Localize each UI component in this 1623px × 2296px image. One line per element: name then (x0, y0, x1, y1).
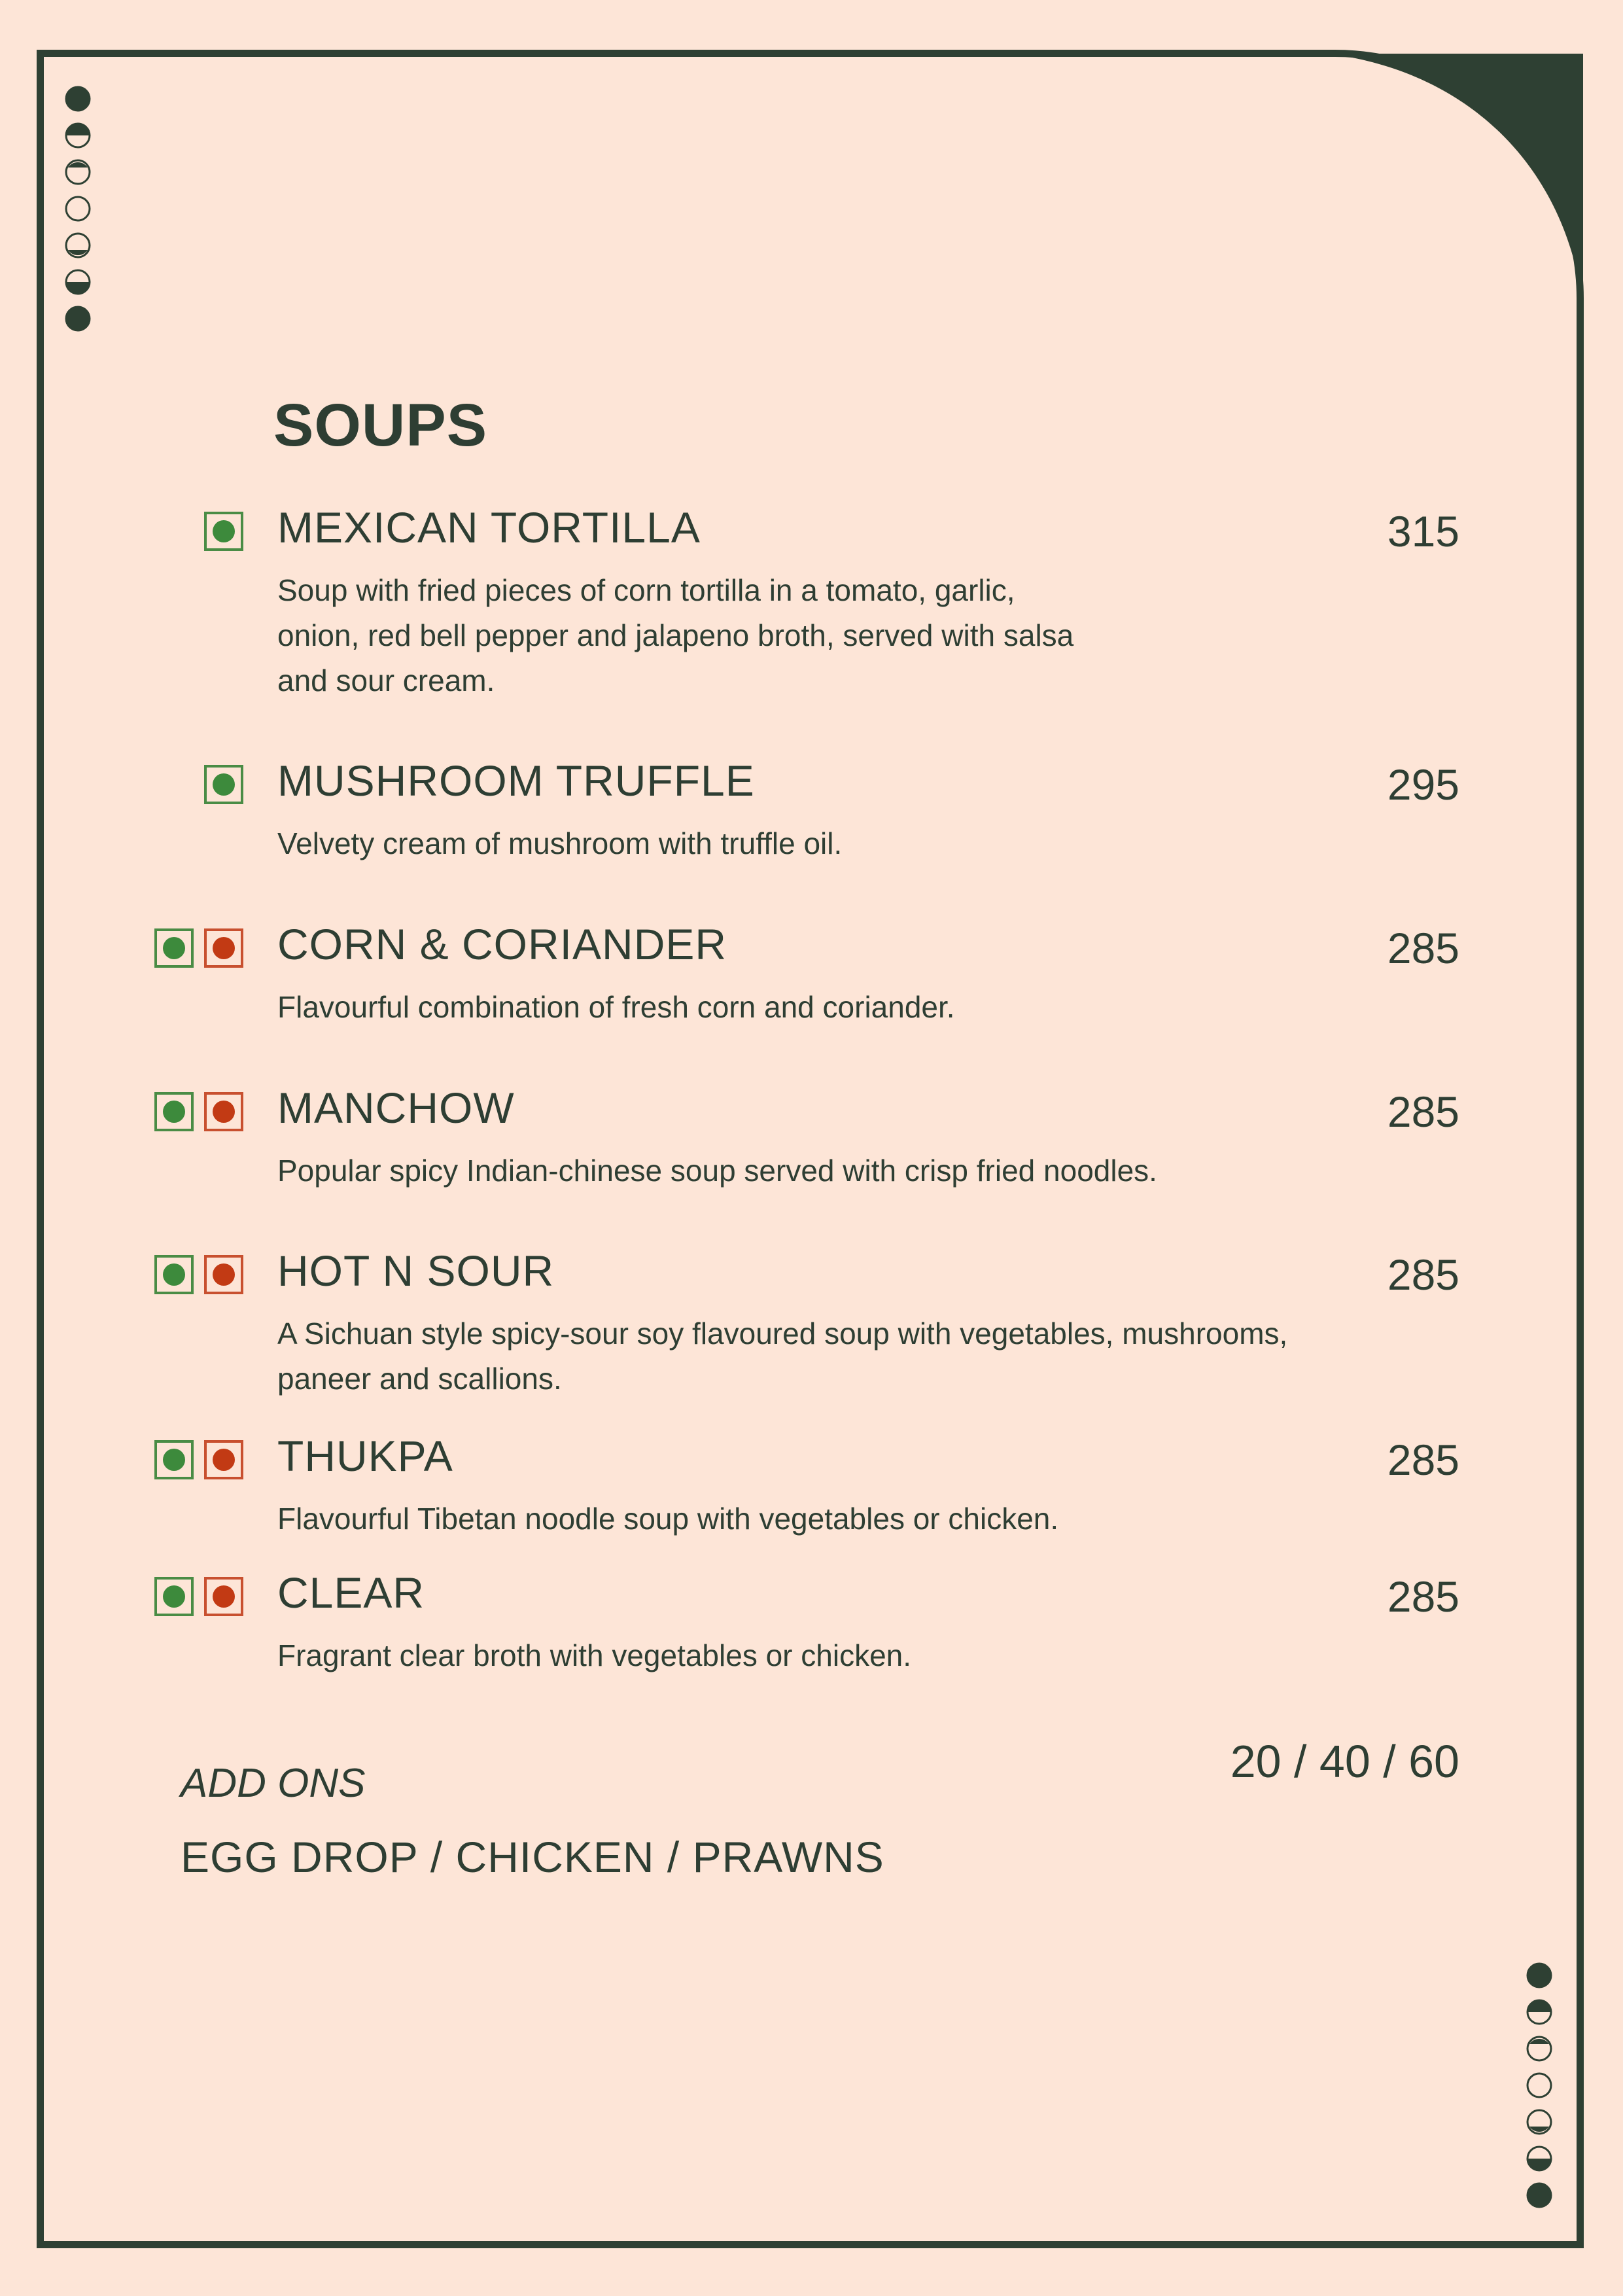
nonveg-icon (204, 928, 243, 968)
item-name: MUSHROOM TRUFFLE (277, 756, 755, 805)
corner-decoration (0, 0, 1623, 393)
moon-icon (1526, 2181, 1553, 2209)
moon-icon (64, 232, 92, 259)
moon-icon (64, 85, 92, 113)
item-description-line: onion, red bell pepper and jalapeno broth, served with salsa (277, 618, 1074, 652)
moon-icon (64, 122, 92, 149)
moon-phases-bottom-right (1526, 1962, 1554, 2218)
moon-icon (64, 158, 92, 186)
moon-icon (1526, 2035, 1553, 2062)
moon-icon (64, 195, 92, 222)
veg-icon (204, 765, 243, 804)
moon-phases-top-left (64, 85, 93, 342)
item-price: 295 (1387, 760, 1459, 809)
nonveg-icon (204, 1440, 243, 1479)
nonveg-icon (204, 1577, 243, 1616)
item-price: 285 (1387, 1572, 1459, 1621)
moon-icon (1526, 2145, 1553, 2172)
item-description (277, 985, 955, 1030)
item-price: 315 (1387, 507, 1459, 556)
item-description-line: Soup with fried pieces of corn tortilla in a tomato, garlic, (277, 573, 1015, 607)
item-description-line: Flavourful Tibetan noodle soup with vegetables or chicken. (277, 1502, 1059, 1536)
item-price: 285 (1387, 924, 1459, 972)
veg-icon (154, 928, 194, 968)
item-name: MEXICAN TORTILLA (277, 503, 701, 552)
item-description-line: Fragrant clear broth with vegetables or chicken. (277, 1638, 912, 1672)
veg-icon (154, 1092, 194, 1131)
moon-icon (1526, 1962, 1553, 1989)
veg-icon (204, 512, 243, 551)
item-description (277, 1633, 911, 1678)
addons-prices: 20 / 40 / 60 (1230, 1736, 1459, 1787)
moon-icon (1526, 2072, 1553, 2099)
item-description-line: Flavourful combination of fresh corn and coriander. (277, 990, 955, 1024)
item-price: 285 (1387, 1436, 1459, 1484)
moon-icon (1526, 1998, 1553, 2026)
item-description (277, 1496, 1058, 1542)
moon-icon (1526, 2108, 1553, 2136)
item-name: MANCHOW (277, 1084, 515, 1132)
item-name: CORN & CORIANDER (277, 920, 727, 968)
item-name: CLEAR (277, 1568, 425, 1617)
veg-icon (154, 1255, 194, 1294)
veg-icon (154, 1440, 194, 1479)
item-name: THUKPA (277, 1432, 453, 1480)
item-description (277, 1148, 1157, 1193)
section-title: SOUPS (273, 392, 488, 459)
item-description (277, 821, 842, 866)
item-name: HOT N SOUR (277, 1246, 555, 1295)
nonveg-icon (204, 1092, 243, 1131)
item-description-line: Popular spicy Indian-chinese soup served with crisp fried noodles. (277, 1154, 1157, 1188)
item-description (277, 568, 1073, 703)
item-description-line: and sour cream. (277, 663, 495, 698)
moon-icon (64, 268, 92, 296)
veg-icon (154, 1577, 194, 1616)
addons-items: EGG DROP / CHICKEN / PRAWNS (181, 1833, 884, 1881)
item-price: 285 (1387, 1250, 1459, 1299)
item-description-line: A Sichuan style spicy-sour soy flavoured soup with vegetables, mushrooms, (277, 1316, 1288, 1351)
moon-icon (64, 305, 92, 332)
item-description (277, 1311, 1287, 1402)
addons-label: ADD ONS (181, 1761, 366, 1806)
nonveg-icon (204, 1255, 243, 1294)
item-description-line: Velvety cream of mushroom with truffle oil. (277, 826, 843, 860)
item-description-line: paneer and scallions. (277, 1362, 562, 1396)
item-price: 285 (1387, 1087, 1459, 1136)
